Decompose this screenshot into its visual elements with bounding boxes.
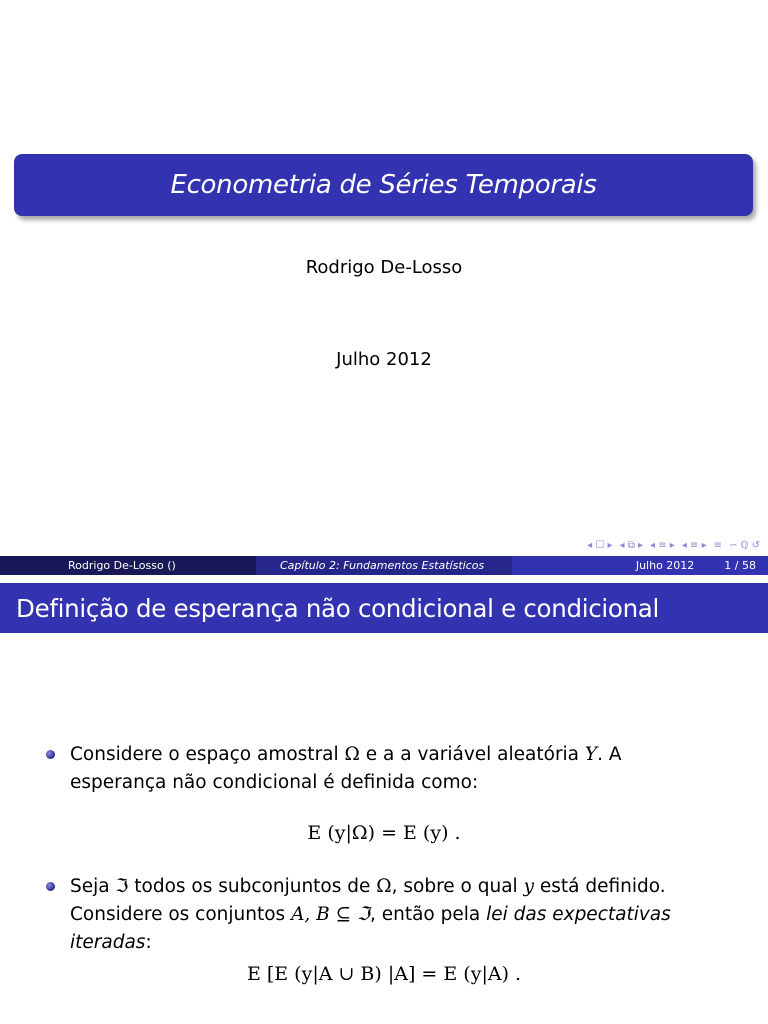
- presentation-title: Econometria de Séries Temporais: [170, 170, 597, 200]
- beamer-navigation[interactable]: [587, 538, 760, 552]
- text: :: [145, 932, 152, 953]
- slide-footer: [0, 556, 768, 575]
- presentation-date: Julho 2012: [336, 349, 432, 370]
- nav-search-icon[interactable]: ∽ ℚ ↺: [729, 539, 760, 551]
- bullet-icon: [46, 750, 55, 759]
- nav-toc-icon[interactable]: ≡: [713, 539, 722, 551]
- frame-title: Definição de esperança não condicional e condicional: [0, 583, 768, 633]
- var-Y: Y: [584, 744, 598, 765]
- text: todos os subconjuntos de: [128, 876, 377, 897]
- text: esperança não condicional é definida como:: [70, 772, 479, 793]
- footer-page-number: 1 / 58: [724, 559, 756, 572]
- footer-right: [512, 556, 768, 575]
- nav-subsection-list-icon[interactable]: ◂ ≡ ▸: [681, 539, 707, 551]
- emphasis-text: lei das expectativas: [486, 904, 671, 925]
- var-y: y: [523, 876, 535, 897]
- nav-frame-icon[interactable]: ◂ ☐ ▸: [587, 539, 613, 551]
- content-slide: [0, 575, 768, 1024]
- bullet-item-2: [46, 873, 746, 957]
- equation-2: E [E (y|A ∪ B) |A] = E (y|A) .: [246, 963, 522, 985]
- text: e a a variável aleatória: [359, 744, 585, 765]
- frak-I-symbol: ℑ: [115, 876, 129, 897]
- text: está definido.: [534, 876, 666, 897]
- omega-symbol: Ω: [344, 744, 360, 765]
- bullet-icon: [46, 882, 55, 891]
- omega-symbol: Ω: [376, 876, 392, 897]
- emphasis-text: iteradas: [70, 932, 146, 953]
- footer-date: Julho 2012: [635, 559, 695, 572]
- text: . A: [597, 744, 622, 765]
- bullet-item-1: [46, 741, 746, 797]
- text: Considere os conjuntos: [70, 904, 292, 925]
- sets-expression: A, B ⊆ ℑ: [291, 904, 370, 925]
- text: Considere o espaço amostral: [70, 744, 345, 765]
- text: Seja: [70, 876, 116, 897]
- nav-section-icon[interactable]: ◂ ≡ ▸: [650, 539, 675, 551]
- nav-subsection-icon[interactable]: ◂ ⧉ ▸: [619, 539, 644, 551]
- footer-chapter: Capítulo 2: Fundamentos Estatísticos: [256, 556, 512, 575]
- author-name: Rodrigo De-Losso: [305, 257, 463, 278]
- equation-1: E (y|Ω) = E (y) .: [307, 822, 461, 844]
- title-box: [14, 154, 753, 216]
- text: , sobre o qual: [391, 876, 524, 897]
- footer-author: Rodrigo De-Losso (): [0, 556, 256, 575]
- text: , então pela: [369, 904, 487, 925]
